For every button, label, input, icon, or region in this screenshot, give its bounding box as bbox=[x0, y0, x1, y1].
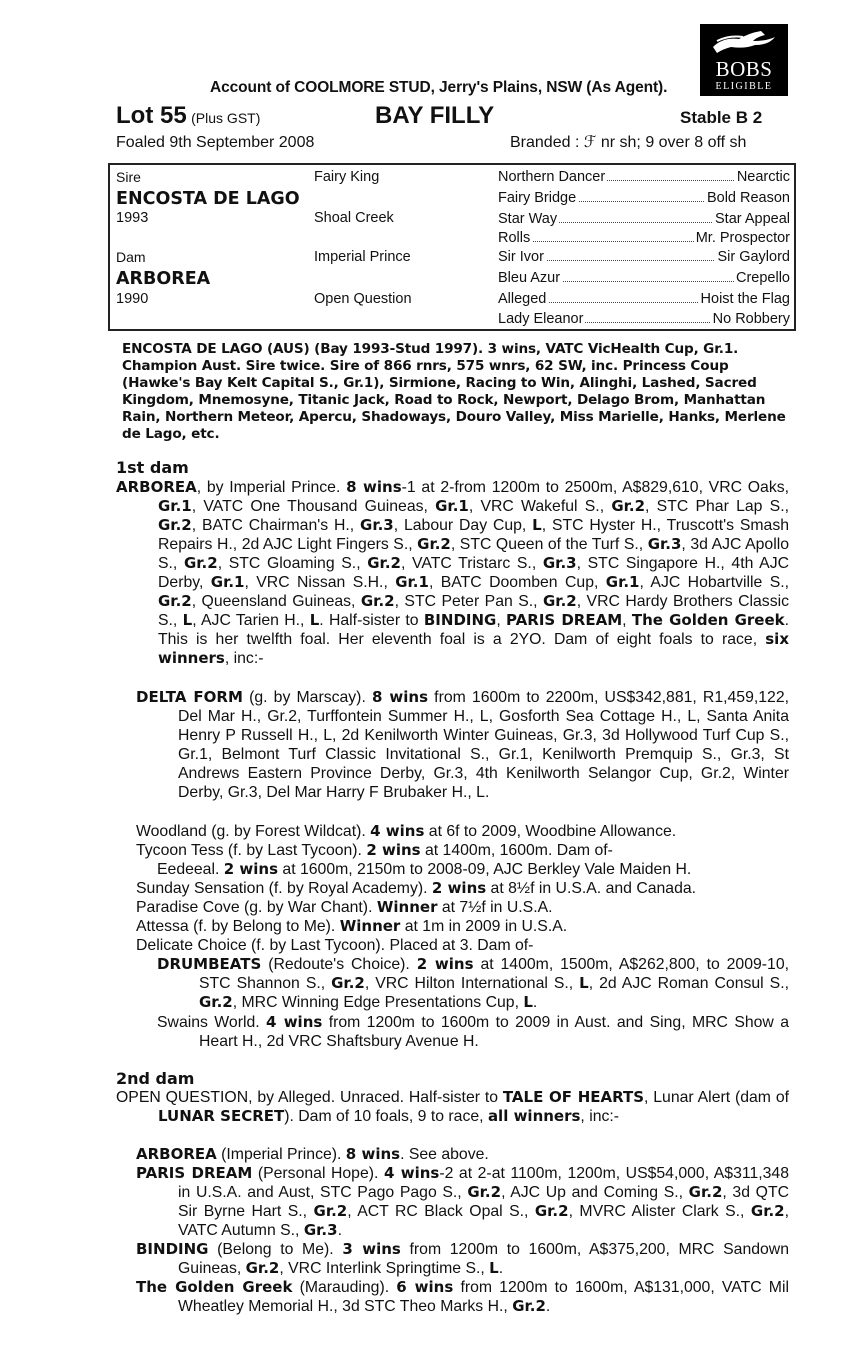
progeny-drumbeats: DRUMBEATS (Redoute's Choice). 2 wins at 1400m, 1500m, A$262,800, to 2009-10, STC Shannon S., Gr.2, VRC Hilton International S., L, 2d AJC Roman Consul S., Gr.2, MRC Winning Edge Presentations Cup, L. bbox=[157, 955, 790, 1012]
first-dam-heading: 1st dam bbox=[116, 458, 189, 477]
second-dam-heading: 2nd dam bbox=[116, 1069, 195, 1088]
second-dam-paragraph: OPEN QUESTION, by Alleged. Unraced. Half-sister to TALE OF HEARTS, Lunar Alert (dam of LUNAR SECRET). Dam of 10 foals, 9 to race, all winners, inc:- bbox=[116, 1088, 789, 1126]
ancestor-row: Fairy Bridge Bold Reason bbox=[498, 190, 790, 206]
progeny-sunday-sensation: Sunday Sensation (f. by Royal Academy). 2 wins at 8½f in U.S.A. and Canada. bbox=[136, 879, 697, 897]
vendor-account: Account of COOLMORE STUD, Jerry's Plains, NSW (As Agent). bbox=[210, 79, 668, 96]
progeny-the-golden-greek: The Golden Greek (Marauding). 6 wins from 1200m to 1600m, A$131,000, VATC Mil Wheatley Memorial H., 3d STC Theo Marks H., Gr.2. bbox=[136, 1278, 789, 1316]
lot-number bbox=[116, 102, 260, 130]
foaled-date: Foaled 9th September 2008 bbox=[116, 134, 315, 151]
sire-summary: ENCOSTA DE LAGO (AUS) (Bay 1993-Stud 1997). 3 wins, VATC VicHealth Cup, Gr.1. Champion Aust. Sire twice. Sire of 866 rnrs, 575 wnrs, 62 SW, inc. Princess Coup (Hawke's Bay Kelt Capital S., Gr.1), Sirmione, Racing to Win, Alinghi, Lashed, Sacred Kingdom, Mnemosyne, Titanic Jack, Road to Rock, Newport, Delago Brom, Manhattan Rain, Northern Meteor, Apercu, Shadoways, Douro Valley, Miss Marielle, Hanks, Merlene de Lago, etc. bbox=[122, 341, 786, 442]
horse-icon bbox=[709, 27, 779, 57]
sire-dam: Shoal Creek bbox=[314, 210, 394, 226]
progeny-binding: BINDING (Belong to Me). 3 wins from 1200m to 1600m, A$375,200, MRC Sandown Guineas, Gr.2, VRC Interlink Springtime S., L. bbox=[136, 1240, 789, 1278]
sire-year: 1993 bbox=[116, 210, 149, 226]
ancestor-row: Bleu Azur Crepello bbox=[498, 270, 790, 286]
progeny-paradise-cove: Paradise Cove (g. by War Chant). Winner at 7½f in U.S.A. bbox=[136, 898, 553, 916]
gst-note: (Plus GST) bbox=[191, 110, 261, 126]
dam-sire: Imperial Prince bbox=[314, 249, 411, 265]
sire-name: ENCOSTA DE LAGO bbox=[116, 189, 300, 209]
progeny-attessa: Attessa (f. by Belong to Me). Winner at 1m in 2009 in U.S.A. bbox=[136, 917, 568, 935]
progeny-woodland: Woodland (g. by Forest Wildcat). 4 wins at 6f to 2009, Woodbine Allowance. bbox=[136, 822, 677, 840]
sire-label: Sire bbox=[116, 169, 141, 185]
ancestor-row: Northern Dancer Nearctic bbox=[498, 169, 790, 185]
progeny-delta-form: DELTA FORM (g. by Marscay). 8 wins from 1600m to 2200m, US$342,881, R1,459,122, Del Mar H., Gr.2, Turffontein Summer H., L, Gosforth Sea Cottage H., L, Santa Anita Henry P Russell H., L, 2d Kenilworth Winter Guineas, Gr.3, 3d Hollywood Turf Cup S., Gr.1, Belmont Turf Classic Invitational S., Gr.1, Kenilworth Premquip S., Gr.3, St Andrews Eastern Province Derby, Gr.3, 4th Kenilworth Selangor Cup, Gr.2, Winter Derby, Gr.3, Del Mar Harry F Brubaker H., L. bbox=[136, 688, 790, 802]
sire-sire: Fairy King bbox=[314, 169, 380, 185]
dam-name: ARBOREA bbox=[116, 269, 211, 289]
logo-sub-text: ELIGIBLE bbox=[715, 81, 773, 92]
progeny-delicate-choice: Delicate Choice (f. by Last Tycoon). Placed at 3. Dam of- bbox=[136, 937, 534, 954]
bobs-eligible-logo bbox=[700, 24, 788, 96]
ancestor-row: Sir Ivor Sir Gaylord bbox=[498, 249, 790, 265]
lot-label: Lot 55 bbox=[116, 102, 187, 129]
dam-dam: Open Question bbox=[314, 291, 412, 307]
first-dam-paragraph: ARBOREA, by Imperial Prince. 8 wins-1 at 2-from 1200m to 2500m, A$829,610, VRC Oaks, Gr.1, VATC One Thousand Guineas, Gr.1, VRC Wakeful S., Gr.2, STC Phar Lap S., Gr.2, BATC Chairman's H., Gr.3, Labour Day Cup, L, STC Hyster H., Truscott's Smash Repairs H., 2d AJC Light Fingers S., Gr.2, STC Queen of the Turf S., Gr.3, 3d AJC Apollo S., Gr.2, STC Gloaming S., Gr.2, VATC Tristarc S., Gr.3, STC Singapore H., 4th AJC Derby, Gr.1, VRC Nissan S.H., Gr.1, BATC Doomben Cup, Gr.1, AJC Hobartville S., Gr.2, Queensland Guineas, Gr.2, STC Peter Pan S., Gr.2, VRC Hardy Brothers Classic S., L, AJC Tarien H., L. Half-sister to BINDING, PARIS DREAM, The Golden Greek. This is her twelfth foal. Her eleventh foal is a 2YO. Dam of eight foals to race, six winners, inc:- bbox=[116, 478, 790, 668]
dam-name-bold: ARBOREA bbox=[116, 478, 197, 496]
stable-location: Stable B 2 bbox=[680, 108, 763, 127]
ancestor-row: Alleged Hoist the Flag bbox=[498, 291, 790, 307]
progeny-paris-dream: PARIS DREAM (Personal Hope). 4 wins-2 at 2-at 1100m, 1200m, US$54,000, A$311,348 in U.S.A. and Aust, STC Pago Pago S., Gr.2, AJC Up and Coming S., Gr.2, 3d QTC Sir Byrne Hart S., Gr.2, ACT RC Black Opal S., Gr.2, MVRC Alister Clark S., Gr.2, VATC Autumn S., Gr.3. bbox=[136, 1164, 790, 1240]
ancestor-row: Star Way Star Appeal bbox=[498, 211, 790, 227]
progeny-arborea: ARBOREA (Imperial Prince). 8 wins. See above. bbox=[136, 1145, 489, 1163]
progeny-swains-world: Swains World. 4 wins from 1200m to 1600m to 2009 in Aust. and Sing, MRC Show a Heart H., 2d VRC Shaftsbury Avenue H. bbox=[157, 1013, 789, 1051]
colour-sex: BAY FILLY bbox=[375, 102, 495, 129]
progeny-tycoon-tess: Tycoon Tess (f. by Last Tycoon). 2 wins at 1400m, 1600m. Dam of- bbox=[136, 841, 613, 859]
brand-description: Branded : ℱ nr sh; 9 over 8 off sh bbox=[510, 134, 747, 151]
dam-year: 1990 bbox=[116, 291, 149, 307]
dam-label: Dam bbox=[116, 249, 146, 265]
pedigree-table bbox=[108, 163, 796, 331]
progeny-eedeeal: Eedeeal. 2 wins at 1600m, 2150m to 2008-09, AJC Berkley Vale Maiden H. bbox=[157, 860, 692, 878]
ancestor-row: Lady Eleanor No Robbery bbox=[498, 311, 790, 327]
logo-main-text: BOBS bbox=[715, 57, 773, 81]
ancestor-row: Rolls Mr. Prospector bbox=[498, 230, 790, 246]
